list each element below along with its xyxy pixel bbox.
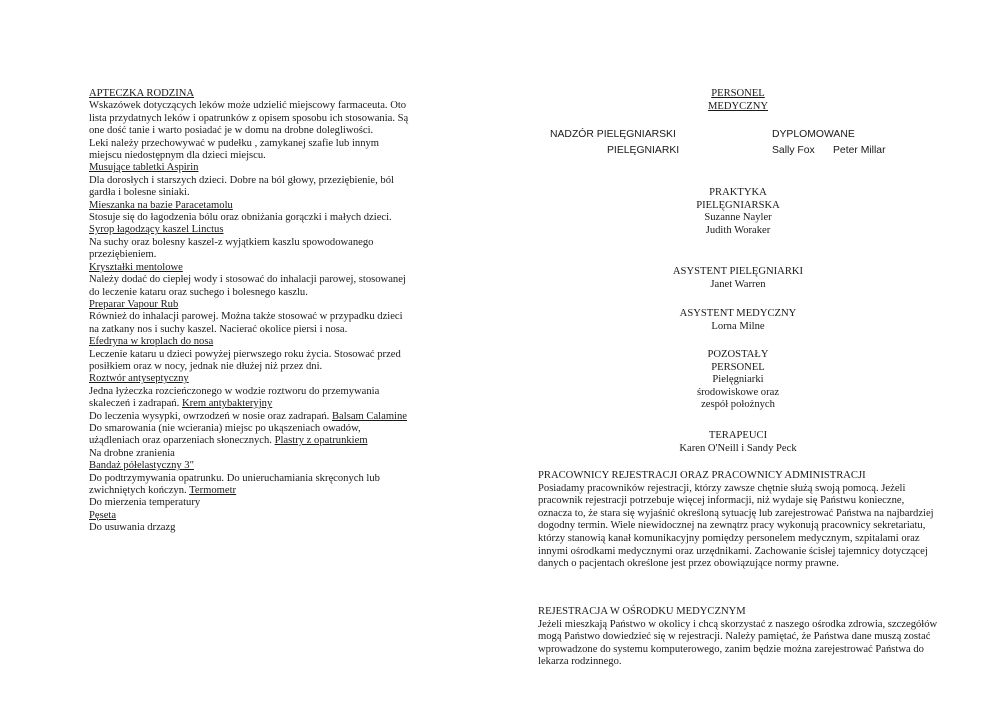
staff-heading-line1: PERSONEL — [711, 88, 765, 99]
first-aid-title: APTECZKA RODZINA — [89, 88, 195, 99]
supervisor-label-1: NADZÓR PIELĘGNIARSKI — [550, 129, 676, 140]
item-desc: Dla dorosłych i starszych dzieci. Dobre na ból głowy, przeziębienie, ból gardła i bolesne siniaki. — [89, 174, 394, 199]
item-name: Musujące tabletki Aspirin — [89, 162, 199, 174]
therapists-block — [538, 430, 938, 455]
assistant-med-title: ASYSTENT MEDYCZNY — [679, 308, 797, 319]
item-desc: Na suchy oraz bolesny kaszel-z wyjątkiem kaszlu spowodowanego przeziębieniem. — [89, 236, 374, 261]
item-name: Kryształki mentolowe — [89, 261, 183, 273]
therapists-title: TERAPEUCI — [708, 430, 768, 441]
reception-title: PRACOWNICY REJESTRACJI ORAZ PRACOWNICY ADMINISTRACJI — [538, 470, 866, 481]
assistant-med-name: Lorna Milne — [711, 320, 765, 332]
item-name: Bandaż półelastyczny 3" — [89, 460, 194, 472]
item-name: Termometr — [189, 485, 237, 496]
other-staff-line: Pielęgniarki — [712, 374, 764, 386]
item-desc: Jedna łyżeczka rozcieńczonego w wodzie roztworu do przemywania skaleczeń i zadrapań. — [89, 385, 380, 410]
item-desc: Do podtrzymywania opatrunku. Do unieruchamiania skręconych lub zwichniętych kończyn. — [89, 472, 380, 496]
item-desc: Również do inhalacji parowej. Można także stosować w przypadku dzieci na zatkany nos i suchy kaszel. Nacierać okolice piersi i nosa. — [89, 311, 403, 335]
staff-heading-line2: MEDYCZNY — [707, 100, 769, 112]
item-desc: Do mierzenia temperatury — [89, 497, 201, 509]
assistant-nurse-block — [538, 266, 938, 291]
other-staff-line: środowiskowe oraz — [696, 386, 780, 398]
item-desc: Na drobne zranienia — [89, 447, 175, 459]
item-name: Balsam Calamine — [331, 410, 408, 422]
other-staff-block — [538, 349, 938, 412]
item-desc: Do leczenia wysypki, owrzodzeń w nosie oraz zadrapań. — [89, 410, 330, 422]
item-name: Krem antybakteryjny — [181, 398, 273, 410]
practice-title-1: PRAKTYKA — [709, 187, 767, 198]
nurse-name-2: Peter Millar — [833, 145, 886, 156]
item-name: Efedryna w kroplach do nosa — [89, 336, 214, 348]
first-aid-column — [89, 88, 409, 535]
registration-text: Jeżeli mieszkają Państwo w okolicy i chcą skorzystać z naszego ośrodka zdrowia, szczegółów mogą Państwo dowiedzieć się w rejestracji. Należy pamiętać, że Państwa dane muszą zostać wprowadzone do systemu komputerowego, zanim będzie można zarejestrować Państwa do lekarza rodzinnego. — [538, 618, 938, 668]
registration-title: REJESTRACJA W OŚRODKU MEDYCZNYM — [538, 606, 746, 617]
item-name: Preparar Vapour Rub — [89, 298, 179, 310]
other-staff-line: POZOSTAŁY — [707, 349, 769, 360]
item-name: Plastry z opatrunkiem — [274, 435, 368, 447]
assistant-nurse-name: Janet Warren — [710, 278, 766, 290]
therapists-names: Karen O'Neill i Sandy Peck — [679, 442, 797, 454]
item-desc: Leczenie kataru u dzieci powyżej pierwszego roku życia. Stosować przed posiłkiem oraz w nocy, jednak nie dłużej niż przez dni. — [89, 348, 401, 372]
item-desc: Do usuwania drzazg — [89, 522, 176, 534]
nurse-name-1: Sally Fox — [772, 145, 815, 156]
diploma-label: DYPLOMOWANE — [772, 129, 855, 140]
staff-heading — [538, 88, 938, 113]
practice-name: Judith Woraker — [705, 224, 771, 236]
other-staff-line: zespół położnych — [701, 399, 775, 411]
practice-block — [538, 187, 938, 237]
item-name: Mieszanka na bazie Paracetamolu — [89, 199, 233, 211]
practice-title-2: PIELĘGNIARSKA — [696, 199, 780, 211]
assistant-nurse-title: ASYSTENT PIELĘGNIARKI — [672, 266, 804, 277]
first-aid-intro: Wskazówek dotyczących leków może udzielić miejscowy farmaceuta. Oto lista przydatnych leków i opatrunków z opisem sposobu ich stosowania. Są one dość tanie i warto posiadać je w domu na drobne dolegliwości. — [89, 100, 409, 137]
practice-name: Suzanne Nayler — [704, 212, 772, 224]
item-name: Pęseta — [89, 509, 117, 521]
item-name: Roztwór antyseptyczny — [89, 373, 189, 385]
item-name: Syrop łagodzący kaszel Linctus — [89, 224, 224, 236]
supervisor-label-2: PIELĘGNIARKI — [607, 145, 680, 156]
reception-text: Posiadamy pracowników rejestracji, którzy zawsze chętnie służą swoją pomocą. Jeżeli pracownik rejestracji potrzebuje więcej informacji, niż wydaje się Państwu konieczne, oznacza to, że stara się wyjaśnić określoną sytuację lub zarejestrować Państwa na najbardziej dogodny termin. Wiele niewidocznej na zewnątrz pracy wykonują pracownicy sekretariatu, którzy stanowią kanał komunikacyjny pomiędzy personelem medycznym, szpitalami oraz innymi ośrodkami medycznymi oraz urzędnikami. Zachowanie ścisłej tajemnicy dotyczącej danych o pacjentach określone jest przez obowiązujące normy prawne. — [538, 482, 934, 570]
other-staff-line: PERSONEL — [711, 361, 765, 373]
reception-section — [538, 470, 938, 571]
item-desc: Do smarowania (nie wcierania) miejsc po ukąszeniach owadów, użądleniach oraz oparzeniach słonecznych. — [89, 422, 361, 447]
item-desc: Stosuje się do łagodzenia bólu oraz obniżania gorączki i małych dzieci. — [89, 212, 392, 224]
item-desc: Należy dodać do ciepłej wody i stosować do inhalacji parowej, stosowanej do leczenie kataru oraz suchego i bolesnego kaszlu. — [89, 274, 406, 298]
assistant-med-block — [538, 308, 938, 333]
first-aid-storage: Leki należy przechowywać w pudełku , zamykanej szafie lub innym miejscu niedostępnym dla dzieci miejscu. — [89, 137, 380, 162]
registration-section — [538, 606, 938, 669]
